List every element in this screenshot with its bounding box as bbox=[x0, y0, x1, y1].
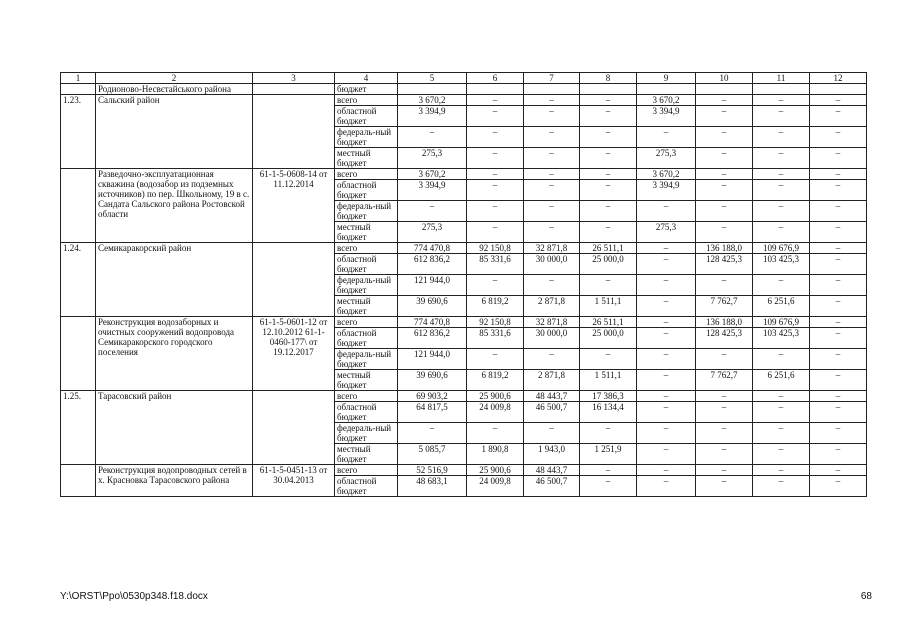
budget-type-cell: областной бюджет bbox=[335, 476, 398, 497]
table-body bbox=[61, 73, 867, 497]
value-cell: 1 943,0 bbox=[524, 444, 580, 465]
header-cell: 7 bbox=[524, 73, 580, 84]
budget-type-cell: всего bbox=[335, 243, 398, 254]
value-cell: – bbox=[524, 423, 580, 444]
budget-type-cell: федераль-ный бюджет bbox=[335, 423, 398, 444]
value-cell: 774 470,8 bbox=[398, 317, 467, 328]
value-cell: – bbox=[696, 275, 753, 296]
value-cell: – bbox=[467, 148, 524, 169]
value-cell: – bbox=[637, 349, 696, 370]
value-cell: 85 331,6 bbox=[467, 328, 524, 349]
value-cell: 52 516,9 bbox=[398, 465, 467, 476]
object-name-cell: Сальский район bbox=[96, 95, 253, 169]
value-cell: – bbox=[580, 106, 637, 127]
value-cell: – bbox=[696, 444, 753, 465]
value-cell: – bbox=[467, 127, 524, 148]
object-name-cell: Реконструкция водопроводных сетей в х. Красновка Тарасовского района bbox=[96, 465, 253, 497]
value-cell: 24 009,8 bbox=[467, 476, 524, 497]
value-cell: – bbox=[810, 95, 867, 106]
value-cell: – bbox=[398, 201, 467, 222]
value-cell: – bbox=[696, 402, 753, 423]
value-cell: 3 670,2 bbox=[398, 95, 467, 106]
value-cell: – bbox=[753, 180, 810, 201]
document-cell: 61-1-5-0601-12 от 12.10.2012 61-1-0460-177\ от 19.12.2017 bbox=[253, 317, 335, 391]
value-cell: 2 871,8 bbox=[524, 296, 580, 317]
header-cell: 4 bbox=[335, 73, 398, 84]
value-cell: – bbox=[637, 391, 696, 402]
value-cell: – bbox=[753, 148, 810, 169]
value-cell: – bbox=[753, 275, 810, 296]
value-cell: 64 817,5 bbox=[398, 402, 467, 423]
value-cell: – bbox=[810, 328, 867, 349]
value-cell: – bbox=[580, 180, 637, 201]
value-cell: – bbox=[580, 349, 637, 370]
value-cell: 26 511,1 bbox=[580, 243, 637, 254]
value-cell: – bbox=[753, 423, 810, 444]
value-cell: 103 425,3 bbox=[753, 328, 810, 349]
value-cell: – bbox=[810, 106, 867, 127]
value-cell: – bbox=[637, 444, 696, 465]
value-cell: – bbox=[696, 180, 753, 201]
value-cell: 275,3 bbox=[398, 222, 467, 243]
budget-type-cell: областной бюджет bbox=[335, 106, 398, 127]
budget-type-cell: местный бюджет bbox=[335, 148, 398, 169]
value-cell: – bbox=[810, 444, 867, 465]
budget-type-cell: федераль-ный бюджет bbox=[335, 275, 398, 296]
value-cell: – bbox=[467, 95, 524, 106]
value-cell: – bbox=[696, 127, 753, 148]
value-cell: – bbox=[753, 106, 810, 127]
budget-type-cell: федераль-ный бюджет bbox=[335, 349, 398, 370]
value-cell: 109 676,9 bbox=[753, 243, 810, 254]
header-cell: 3 bbox=[253, 73, 335, 84]
value-cell: 6 819,2 bbox=[467, 370, 524, 391]
value-cell: – bbox=[524, 95, 580, 106]
row-number-cell: 1.24. bbox=[61, 243, 96, 317]
budget-type-cell: местный бюджет bbox=[335, 296, 398, 317]
value-cell: – bbox=[467, 423, 524, 444]
value-cell: – bbox=[580, 222, 637, 243]
value-cell: – bbox=[398, 127, 467, 148]
district-name: Родионово-Несвєтайського района bbox=[96, 84, 253, 95]
value-cell: – bbox=[810, 391, 867, 402]
budget-type-cell: всего bbox=[335, 391, 398, 402]
document-cell bbox=[253, 391, 335, 465]
value-cell: 128 425,3 bbox=[696, 328, 753, 349]
object-name-cell: Реконструкция водозаборных и очистных сооружений водопровода Семикаракорского городского поселения bbox=[96, 317, 253, 391]
value-cell: – bbox=[696, 148, 753, 169]
value-cell: 109 676,9 bbox=[753, 317, 810, 328]
value-cell: – bbox=[753, 444, 810, 465]
value-cell: – bbox=[524, 106, 580, 127]
value-cell: – bbox=[637, 201, 696, 222]
value-cell: 46 500,7 bbox=[524, 476, 580, 497]
value-cell: – bbox=[753, 201, 810, 222]
value-cell: – bbox=[524, 127, 580, 148]
value-cell: – bbox=[637, 465, 696, 476]
budget-type-cell: местный бюджет bbox=[335, 222, 398, 243]
row-number-cell bbox=[61, 84, 96, 95]
value-cell: – bbox=[696, 476, 753, 497]
value-cell: – bbox=[467, 349, 524, 370]
budget-type-cell: всего bbox=[335, 169, 398, 180]
value-cell: – bbox=[696, 169, 753, 180]
object-name-cell: Тарасовский район bbox=[96, 391, 253, 465]
value-cell: – bbox=[637, 328, 696, 349]
value-cell: 32 871,8 bbox=[524, 243, 580, 254]
value-cell: – bbox=[637, 370, 696, 391]
value-cell: 3 670,2 bbox=[398, 169, 467, 180]
value-cell: 30 000,0 bbox=[524, 328, 580, 349]
value-cell: 7 762,7 bbox=[696, 370, 753, 391]
value-cell: – bbox=[637, 317, 696, 328]
value-cell: – bbox=[810, 423, 867, 444]
value-cell: – bbox=[637, 275, 696, 296]
header-cell: 12 bbox=[810, 73, 867, 84]
value-cell: – bbox=[810, 370, 867, 391]
value-cell: 7 762,7 bbox=[696, 296, 753, 317]
row-number-cell bbox=[61, 169, 96, 243]
value-cell: 92 150,8 bbox=[467, 317, 524, 328]
value-cell: – bbox=[753, 95, 810, 106]
value-cell: – bbox=[810, 127, 867, 148]
row-number-cell: 1.25. bbox=[61, 391, 96, 465]
value-cell: – bbox=[810, 296, 867, 317]
table-row bbox=[61, 243, 867, 254]
value-cell: 85 331,6 bbox=[467, 254, 524, 275]
value-cell: – bbox=[753, 465, 810, 476]
value-cell: 3 394,9 bbox=[398, 106, 467, 127]
value-cell: – bbox=[810, 148, 867, 169]
value-cell: – bbox=[467, 222, 524, 243]
value-cell: 3 670,2 bbox=[637, 95, 696, 106]
value-cell: 25 900,6 bbox=[467, 465, 524, 476]
document-cell bbox=[253, 84, 335, 95]
value-cell: – bbox=[580, 275, 637, 296]
footer-file-path: Y:\ORST\Ppo\0530p348.f18.docx bbox=[60, 591, 208, 602]
budget-type-cell: всего bbox=[335, 317, 398, 328]
value-cell: – bbox=[524, 201, 580, 222]
value-cell: – bbox=[696, 391, 753, 402]
page-number: 68 bbox=[860, 591, 872, 602]
value-cell: – bbox=[637, 127, 696, 148]
value-cell: 25 000,0 bbox=[580, 328, 637, 349]
value-cell: – bbox=[753, 476, 810, 497]
value-cell: – bbox=[696, 201, 753, 222]
value-cell: – bbox=[753, 169, 810, 180]
budget-type-cell: всего bbox=[335, 465, 398, 476]
value-cell: – bbox=[580, 476, 637, 497]
value-cell: – bbox=[580, 95, 637, 106]
table-row bbox=[61, 391, 867, 402]
value-cell: – bbox=[637, 243, 696, 254]
document-cell bbox=[253, 95, 335, 169]
value-cell: 1 890,8 bbox=[467, 444, 524, 465]
value-cell: – bbox=[467, 169, 524, 180]
document-cell bbox=[253, 243, 335, 317]
row-number-cell bbox=[61, 465, 96, 497]
value-cell: 30 000,0 bbox=[524, 254, 580, 275]
value-cell: 612 836,2 bbox=[398, 328, 467, 349]
header-cell: 5 bbox=[398, 73, 467, 84]
table-row bbox=[61, 317, 867, 328]
value-cell: 6 251,6 bbox=[753, 370, 810, 391]
budget-type-cell: федераль-ный бюджет bbox=[335, 127, 398, 148]
header-cell: 10 bbox=[696, 73, 753, 84]
value-cell: – bbox=[753, 349, 810, 370]
value-cell: – bbox=[580, 201, 637, 222]
object-name-cell: Разведочно-эксплуатационная скважина (водозабор из подземных источников) по пер. Школьному, 19 в с. Сандата Сальского района Ростовской области bbox=[96, 169, 253, 243]
header-cell: 2 bbox=[96, 73, 253, 84]
value-cell: – bbox=[580, 465, 637, 476]
value-cell: 1 511,1 bbox=[580, 296, 637, 317]
value-cell: – bbox=[467, 201, 524, 222]
value-cell: 92 150,8 bbox=[467, 243, 524, 254]
value-cell: – bbox=[637, 423, 696, 444]
value-cell: – bbox=[753, 391, 810, 402]
value-cell: 6 251,6 bbox=[753, 296, 810, 317]
value-cell: – bbox=[810, 180, 867, 201]
value-cell: – bbox=[524, 349, 580, 370]
value-cell: 48 443,7 bbox=[524, 465, 580, 476]
value-cell: – bbox=[524, 148, 580, 169]
table-row bbox=[61, 465, 867, 476]
header-cell: 8 bbox=[580, 73, 637, 84]
value-cell: – bbox=[637, 402, 696, 423]
value-cell: 275,3 bbox=[398, 148, 467, 169]
value-cell: – bbox=[467, 180, 524, 201]
budget-type-cell: местный бюджет bbox=[335, 370, 398, 391]
value-cell: – bbox=[467, 106, 524, 127]
value-cell: 136 188,0 bbox=[696, 243, 753, 254]
value-cell: 46 500,7 bbox=[524, 402, 580, 423]
budget-type-cell: областной бюджет bbox=[335, 402, 398, 423]
value-cell: 1 251,9 bbox=[580, 444, 637, 465]
value-cell: – bbox=[524, 275, 580, 296]
value-cell: – bbox=[810, 402, 867, 423]
budget-table bbox=[60, 72, 867, 497]
value-cell: – bbox=[637, 296, 696, 317]
value-cell: 121 944,0 bbox=[398, 349, 467, 370]
budget-type-cell: областной бюджет bbox=[335, 254, 398, 275]
value-cell: 612 836,2 bbox=[398, 254, 467, 275]
value-cell: – bbox=[580, 148, 637, 169]
value-cell: – bbox=[637, 476, 696, 497]
value-cell: 3 394,9 bbox=[637, 180, 696, 201]
value-cell: 48 443,7 bbox=[524, 391, 580, 402]
value-cell: – bbox=[524, 169, 580, 180]
value-cell: 3 394,9 bbox=[637, 106, 696, 127]
budget-type-cell: областной бюджет bbox=[335, 328, 398, 349]
value-cell: – bbox=[696, 95, 753, 106]
budget-type-cell: федераль-ный бюджет bbox=[335, 201, 398, 222]
header-cell: 6 bbox=[467, 73, 524, 84]
value-cell: – bbox=[810, 465, 867, 476]
value-cell: 32 871,8 bbox=[524, 317, 580, 328]
value-cell: 17 386,3 bbox=[580, 391, 637, 402]
value-cell: 136 188,0 bbox=[696, 317, 753, 328]
value-cell: 103 425,3 bbox=[753, 254, 810, 275]
value-cell: 39 690,6 bbox=[398, 370, 467, 391]
value-cell: – bbox=[810, 275, 867, 296]
value-cell: 26 511,1 bbox=[580, 317, 637, 328]
budget-type-cell: областной бюджет bbox=[335, 180, 398, 201]
value-cell: 16 134,4 bbox=[580, 402, 637, 423]
continuation-row bbox=[61, 84, 867, 95]
value-cell: – bbox=[810, 169, 867, 180]
header-cell: 9 bbox=[637, 73, 696, 84]
row-number-cell bbox=[61, 317, 96, 391]
value-cell: – bbox=[467, 275, 524, 296]
budget-type-cell: местный бюджет bbox=[335, 444, 398, 465]
document-cell: 61-1-5-0608-14 от 11.12.2014 bbox=[253, 169, 335, 243]
value-cell: – bbox=[580, 423, 637, 444]
value-cell: – bbox=[810, 349, 867, 370]
value-cell: – bbox=[696, 222, 753, 243]
value-cell: – bbox=[524, 222, 580, 243]
table-row bbox=[61, 169, 867, 180]
value-cell: 275,3 bbox=[637, 222, 696, 243]
value-cell: – bbox=[753, 127, 810, 148]
value-cell: 24 009,8 bbox=[467, 402, 524, 423]
value-cell: 39 690,6 bbox=[398, 296, 467, 317]
value-cell: 69 903,2 bbox=[398, 391, 467, 402]
value-cell: 6 819,2 bbox=[467, 296, 524, 317]
header-cell: 1 bbox=[61, 73, 96, 84]
value-cell: 5 085,7 bbox=[398, 444, 467, 465]
value-cell: – bbox=[580, 169, 637, 180]
row-number-cell: 1.23. bbox=[61, 95, 96, 169]
value-cell: – bbox=[637, 254, 696, 275]
value-cell: – bbox=[810, 222, 867, 243]
header-cell: 11 bbox=[753, 73, 810, 84]
value-cell: 25 000,0 bbox=[580, 254, 637, 275]
value-cell: 3 394,9 bbox=[398, 180, 467, 201]
value-cell: 2 871,8 bbox=[524, 370, 580, 391]
value-cell: – bbox=[810, 254, 867, 275]
value-cell: – bbox=[696, 349, 753, 370]
value-cell: – bbox=[810, 476, 867, 497]
value-cell: – bbox=[398, 423, 467, 444]
value-cell: – bbox=[810, 243, 867, 254]
value-cell: – bbox=[696, 106, 753, 127]
value-cell: – bbox=[810, 201, 867, 222]
value-cell: – bbox=[810, 317, 867, 328]
value-cell: – bbox=[580, 127, 637, 148]
value-cell: – bbox=[696, 465, 753, 476]
table-row bbox=[61, 95, 867, 106]
value-cell: – bbox=[753, 402, 810, 423]
value-cell: 48 683,1 bbox=[398, 476, 467, 497]
header-row bbox=[61, 73, 867, 84]
budget-type-cell: бюджет bbox=[335, 84, 398, 95]
document-cell: 61-1-5-0451-13 от 30.04.2013 bbox=[253, 465, 335, 497]
value-cell: – bbox=[696, 423, 753, 444]
value-cell: – bbox=[753, 222, 810, 243]
budget-type-cell: всего bbox=[335, 95, 398, 106]
value-cell: 275,3 bbox=[637, 148, 696, 169]
value-cell: 774 470,8 bbox=[398, 243, 467, 254]
value-cell: 25 900,6 bbox=[467, 391, 524, 402]
value-cell: 1 511,1 bbox=[580, 370, 637, 391]
value-cell: 3 670,2 bbox=[637, 169, 696, 180]
value-cell: 128 425,3 bbox=[696, 254, 753, 275]
object-name-cell: Семикаракорский район bbox=[96, 243, 253, 317]
value-cell: – bbox=[524, 180, 580, 201]
value-cell: 121 944,0 bbox=[398, 275, 467, 296]
